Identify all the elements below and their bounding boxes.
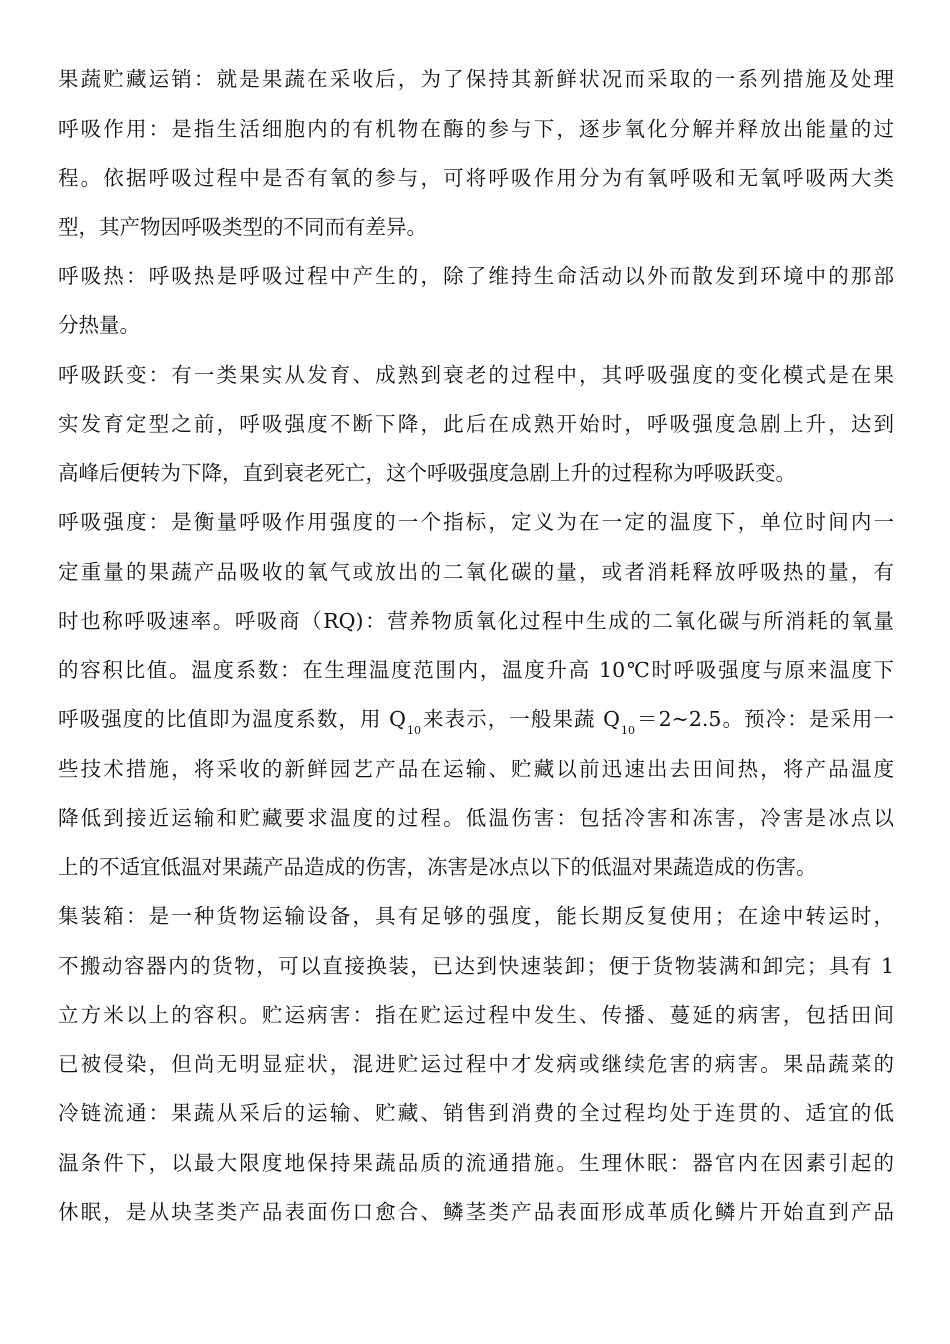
text-line: 程。依据呼吸过程中是否有氧的参与，可将呼吸作用分为有氧呼吸和无氧呼吸两大类 (58, 166, 894, 190)
text-line: 休眠，是从块茎类产品表面伤口愈合、鳞茎类产品表面形成革质化鳞片开始直到产品 (58, 1200, 894, 1224)
text-line: 呼吸热：呼吸热是呼吸过程中产生的，除了维持生命活动以外而散发到环境中的那部 (58, 264, 894, 288)
subscript: 10 (406, 724, 421, 737)
text-line: 分热量。 (58, 313, 140, 337)
text-line: 果蔬贮藏运销：就是果蔬在采收后，为了保持其新鲜状况而采取的一系列措施及处理 (58, 67, 894, 91)
text-line: 高峰后便转为下降，直到衰老死亡，这个呼吸强度急剧上升的过程称为呼吸跃变。 (58, 461, 796, 485)
text-line: 些技术措施，将采收的新鲜园艺产品在运输、贮藏以前迅速出去田间热，将产品温度 (58, 757, 894, 781)
text-line: 集装箱：是一种货物运输设备，具有足够的强度，能长期反复使用；在途中转运时， (58, 904, 894, 928)
text-line: 温条件下，以最大限度地保持果蔬品质的流通措施。生理休眠：器官内在因素引起的 (58, 1151, 894, 1175)
text-line: 的容积比值。温度系数：在生理温度范围内，温度升高 10℃时呼吸强度与原来温度下 (58, 658, 894, 682)
subscript: 10 (620, 724, 635, 737)
text-line: 时也称呼吸速率。呼吸商（RQ)：营养物质氧化过程中生成的二氧化碳与所消耗的氧量 (58, 609, 894, 633)
text-line: 已被侵染，但尚无明显症状，混进贮运过程中才发病或继续危害的病害。果品蔬菜的 (58, 1052, 894, 1076)
text-line: 呼吸跃变：有一类果实从发育、成熟到衰老的过程中，其呼吸强度的变化模式是在果 (58, 363, 894, 387)
text-line-with-subscripts (58, 699, 894, 739)
text-line: 呼吸作用：是指生活细胞内的有机物在酶的参与下，逐步氧化分解并释放出能量的过 (58, 117, 894, 141)
text-line: 不搬动容器内的货物，可以直接换装，已达到快速装卸；便于货物装满和卸完；具有 1 (58, 954, 894, 978)
text-segment: 来表示，一般果蔬 Q (421, 707, 620, 731)
text-line: 呼吸强度：是衡量呼吸作用强度的一个指标，定义为在一定的温度下，单位时间内一 (58, 510, 894, 534)
text-line: 冷链流通：果蔬从采后的运输、贮藏、销售到消费的全过程均处于连贯的、适宜的低 (58, 1101, 894, 1125)
text-segment: 呼吸强度的比值即为温度系数，用 Q (58, 707, 406, 731)
text-line: 立方米以上的容积。贮运病害：指在贮运过程中发生、传播、蔓延的病害，包括田间 (58, 1003, 894, 1027)
text-line: 定重量的果蔬产品吸收的氧气或放出的二氧化碳的量，或者消耗释放呼吸热的量，有 (58, 560, 894, 584)
text-line: 降低到接近运输和贮藏要求温度的过程。低温伤害：包括冷害和冻害，冷害是冰点以 (58, 806, 894, 830)
text-line: 型，其产物因呼吸类型的不同而有差异。 (58, 215, 427, 239)
text-line: 实发育定型之前，呼吸强度不断下降，此后在成熟开始时，呼吸强度急剧上升，达到 (58, 412, 894, 436)
text-segment: ＝2~2.5。预冷：是采用一 (635, 707, 895, 731)
text-line: 上的不适宜低温对果蔬产品造成的伤害，冻害是冰点以下的低温对果蔬造成的伤害。 (58, 855, 817, 879)
